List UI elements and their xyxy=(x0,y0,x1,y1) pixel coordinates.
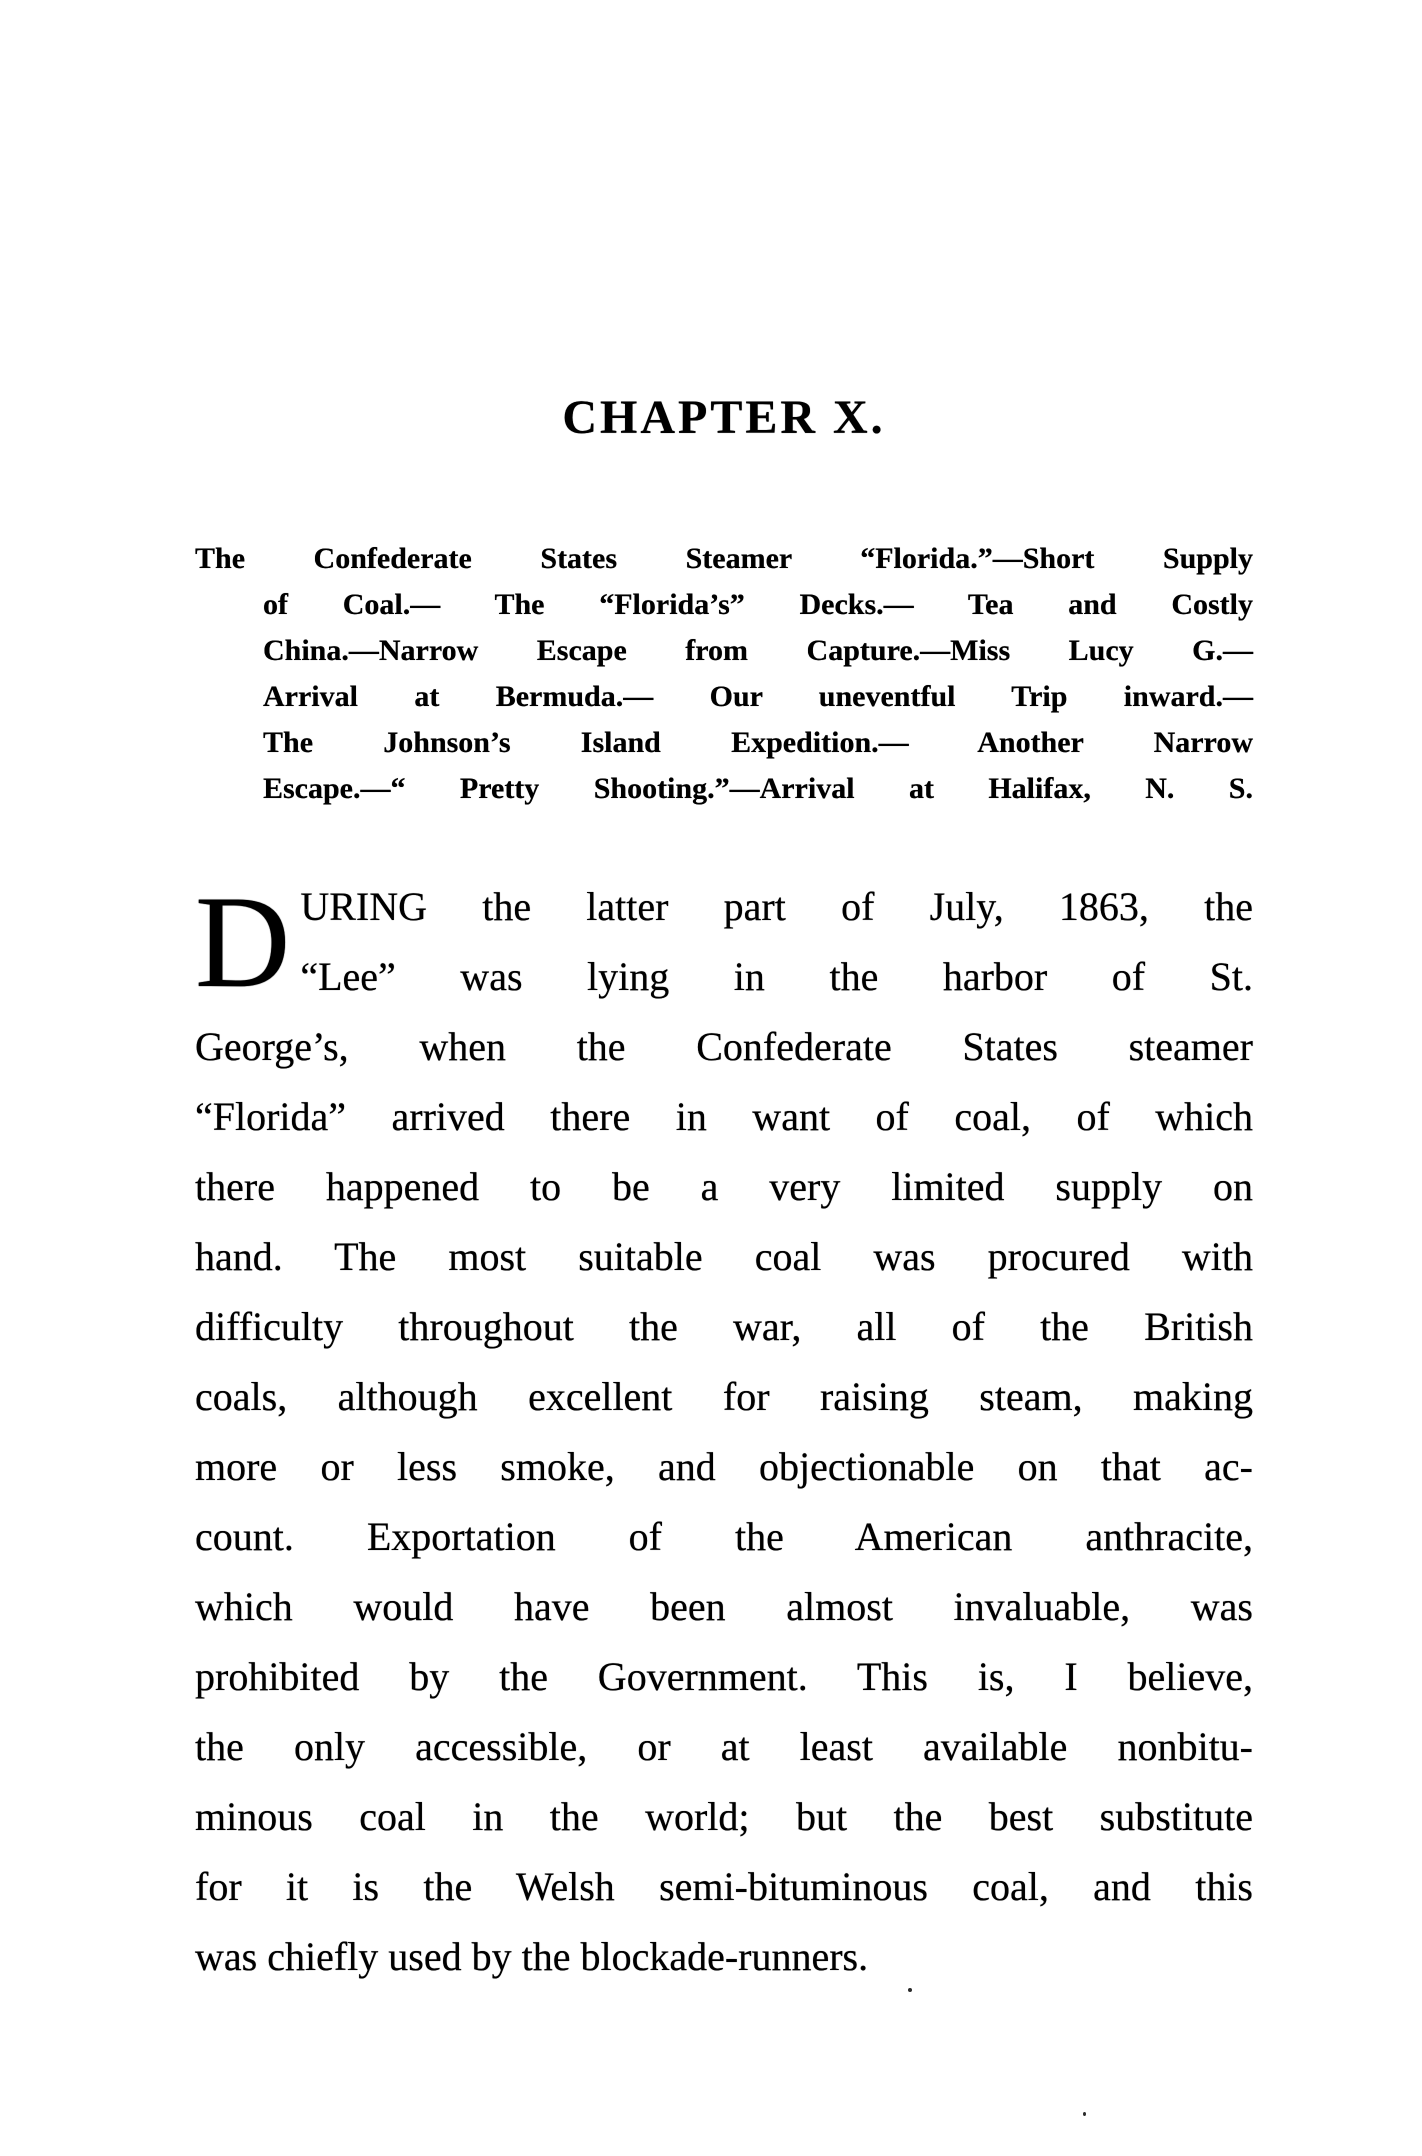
scan-artifact-dot xyxy=(1083,2112,1086,2116)
body-line: “Lee” was lying in the harbor of St. xyxy=(300,954,1253,999)
synopsis-line: of Coal.— The “Florida’s” Decks.— Tea and Costly xyxy=(263,588,1253,621)
body-line: “Florida” arrived there in want of coal, of which xyxy=(195,1094,1253,1139)
body-line: for it is the Welsh semi-bituminous coal, and this xyxy=(195,1864,1253,1909)
synopsis-line: The Johnson’s Island Expedition.— Another Narrow xyxy=(263,726,1253,759)
body-line: URING the latter part of July, 1863, the xyxy=(300,884,1253,929)
synopsis-line: China.—Narrow Escape from Capture.—Miss Lucy G.— xyxy=(263,634,1253,667)
body-line: coals, although excellent for raising steam, making xyxy=(195,1374,1253,1419)
body-paragraph xyxy=(195,868,1253,1992)
body-line: there happened to be a very limited supply on xyxy=(195,1164,1253,1209)
body-line: the only accessible, or at least available nonbitu- xyxy=(195,1724,1253,1769)
synopsis-line: The Confederate States Steamer “Florida.”—Short Supply xyxy=(195,542,1253,575)
body-line: minous coal in the world; but the best substitute xyxy=(195,1794,1253,1839)
scan-artifact-dot xyxy=(908,1988,912,1992)
chapter-heading: CHAPTER X. xyxy=(562,391,886,444)
body-line: prohibited by the Government. This is, I believe, xyxy=(195,1654,1253,1699)
synopsis-line: Escape.—“ Pretty Shooting.”—Arrival at Halifax, N. S. xyxy=(263,772,1253,805)
body-line: count. Exportation of the American anthracite, xyxy=(195,1514,1253,1559)
drop-cap: D xyxy=(195,868,291,1015)
synopsis-line: Arrival at Bermuda.— Our uneventful Trip inward.— xyxy=(263,680,1253,713)
body-line: hand. The most suitable coal was procured with xyxy=(195,1234,1253,1279)
chapter-synopsis xyxy=(195,536,1253,812)
body-line: more or less smoke, and objectionable on that ac- xyxy=(195,1444,1253,1489)
body-line: was chiefly used by the blockade-runners. xyxy=(195,1934,869,1979)
body-line: George’s, when the Confederate States steamer xyxy=(195,1024,1253,1069)
body-line: which would have been almost invaluable, was xyxy=(195,1584,1253,1629)
body-line: difficulty throughout the war, all of the British xyxy=(195,1304,1253,1349)
